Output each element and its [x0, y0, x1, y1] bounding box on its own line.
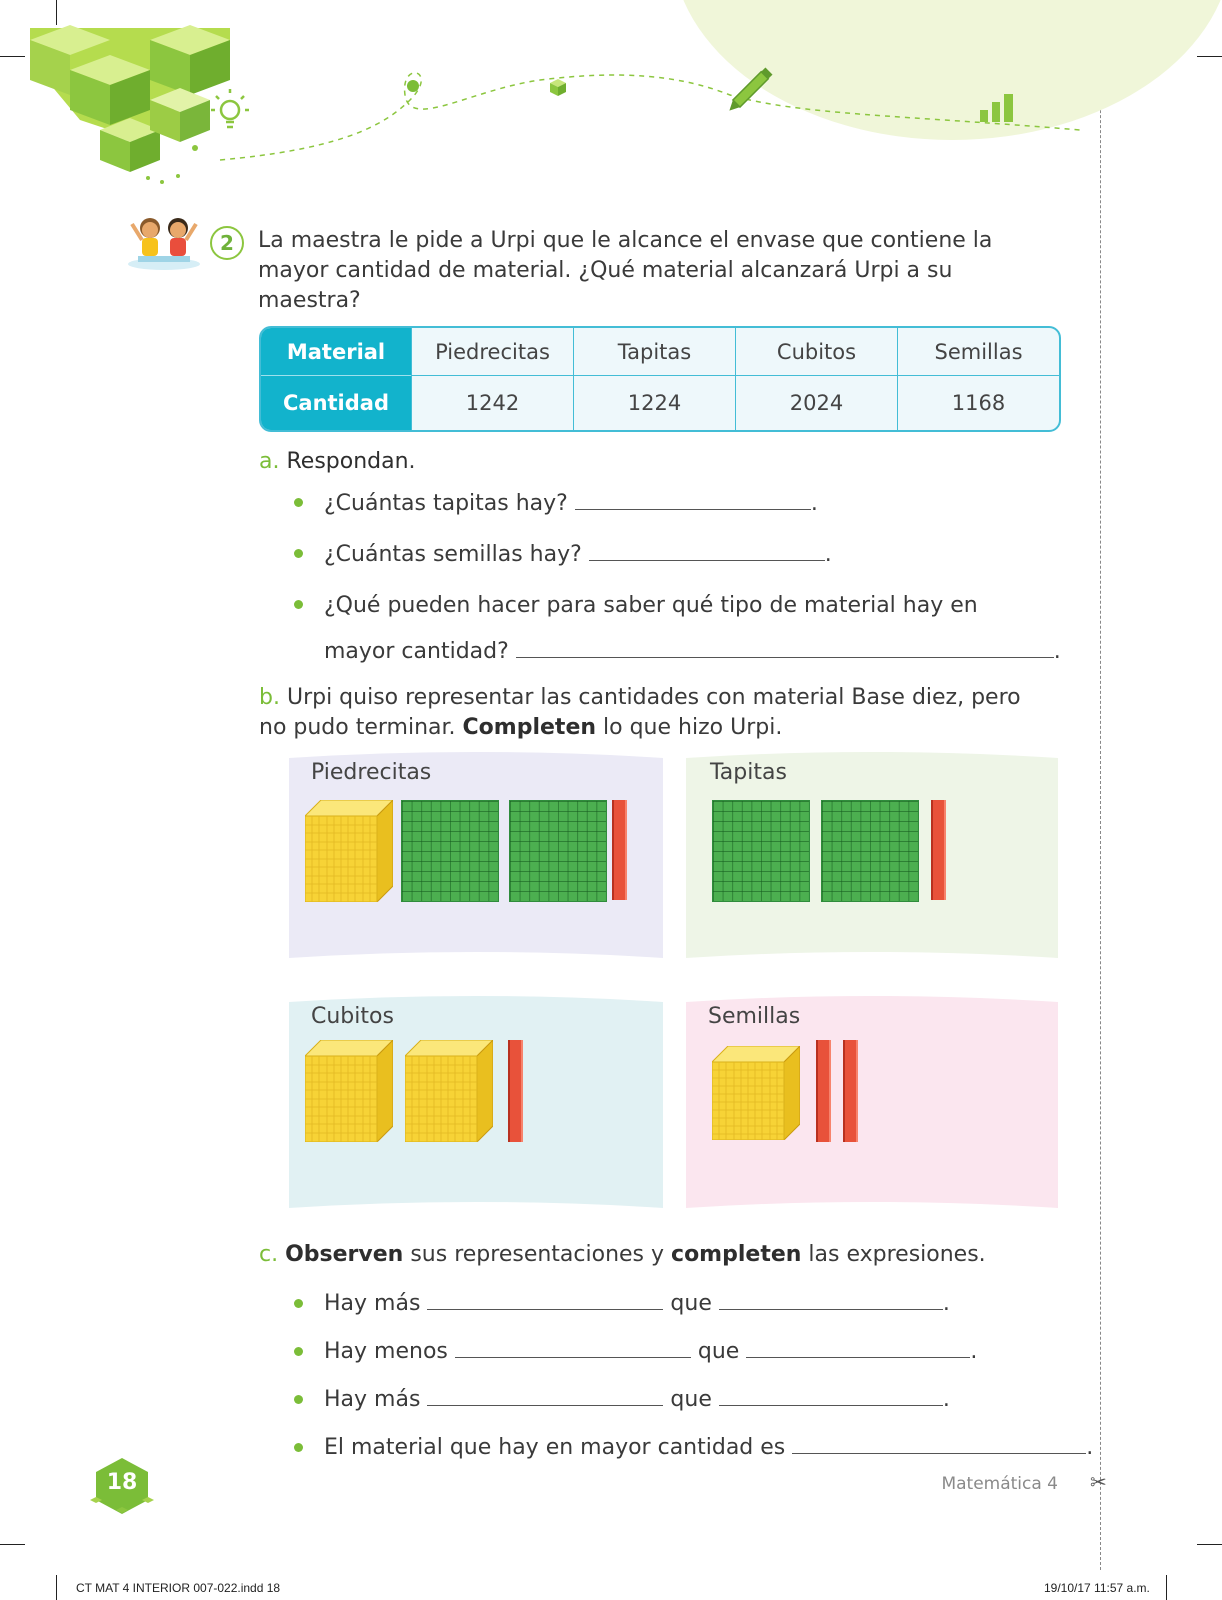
panel-piedrecitas — [289, 752, 663, 964]
panel-semillas — [686, 996, 1058, 1214]
path-dot-icon — [407, 80, 419, 92]
scissors-icon: ✂ — [1090, 1470, 1107, 1494]
print-date: 19/10/17 11:57 a.m. — [1044, 1581, 1150, 1595]
book-title: Matemática 4 — [941, 1474, 1058, 1494]
table-cell: Cubitos — [735, 328, 897, 376]
page-number: 18 — [106, 1470, 138, 1495]
part-a-heading: a. Respondan. — [259, 449, 416, 474]
expression-line: Hay más que . — [324, 1291, 950, 1316]
panel-label: Tapitas — [710, 760, 787, 785]
ten-rod-icon — [816, 1040, 831, 1142]
expression-line: Hay más que . — [324, 1387, 950, 1412]
crop-mark — [1197, 1544, 1222, 1545]
table-row-header: Cantidad — [261, 376, 411, 430]
small-cube-icon — [550, 79, 566, 96]
file-info: CT MAT 4 INTERIOR 007-022.indd 18 — [76, 1581, 281, 1595]
answer-blank[interactable] — [719, 1385, 943, 1406]
hundred-flat-icon — [509, 800, 607, 902]
answer-blank[interactable] — [427, 1385, 663, 1406]
expression-line: Hay menos que . — [324, 1339, 978, 1364]
bullet — [294, 600, 303, 609]
panel-label: Piedrecitas — [311, 760, 432, 785]
ten-rod-icon — [843, 1040, 858, 1142]
kids-illustration — [126, 210, 202, 272]
table-row-header: Material — [261, 328, 411, 376]
cubes-icon — [30, 25, 230, 184]
crop-mark — [56, 1575, 57, 1600]
question-item: ¿Qué pueden hacer para saber qué tipo de material hay en — [324, 593, 978, 618]
cut-line — [1100, 30, 1101, 1570]
lightbulb-icon — [211, 89, 249, 127]
answer-blank[interactable] — [792, 1433, 1086, 1454]
hundred-flat-icon — [712, 800, 810, 902]
header-decoration — [0, 0, 1222, 200]
thousand-cube-icon — [405, 1040, 493, 1142]
bullet — [294, 1395, 303, 1404]
panel-label: Cubitos — [311, 1004, 394, 1029]
exercise-number: 2 — [210, 226, 244, 260]
answer-blank[interactable] — [516, 637, 1054, 658]
bullet — [294, 1347, 303, 1356]
exercise-intro: La maestra le pide a Urpi que le alcance el envase que contiene la mayor cantidad de material. ¿Qué material alcanzará Urpi a su maestra? — [258, 228, 993, 313]
table-cell: 1168 — [897, 376, 1059, 430]
crop-mark — [1166, 1575, 1167, 1600]
part-c-heading: c. Observen sus representaciones y completen las expresiones. — [259, 1242, 986, 1267]
hundred-flat-icon — [401, 800, 499, 902]
ten-rod-icon — [508, 1040, 523, 1142]
bullet — [294, 498, 303, 507]
thousand-cube-icon — [305, 800, 393, 902]
materials-table — [259, 326, 1061, 432]
bullet — [294, 549, 303, 558]
hundred-flat-icon — [821, 800, 919, 902]
table-cell: Piedrecitas — [411, 328, 573, 376]
bullet — [294, 1299, 303, 1308]
ten-rod-icon — [612, 800, 627, 900]
answer-blank[interactable] — [455, 1337, 691, 1358]
table-cell: 1242 — [411, 376, 573, 430]
ten-rod-icon — [931, 800, 946, 900]
pencil-icon — [726, 67, 773, 114]
answer-blank[interactable] — [589, 540, 825, 561]
table-cell: Semillas — [897, 328, 1059, 376]
crop-mark — [0, 1544, 25, 1545]
question-item: ¿Cuántas semillas hay? . — [324, 542, 832, 567]
bullet — [294, 1443, 303, 1452]
answer-blank[interactable] — [575, 489, 811, 510]
expression-line: El material que hay en mayor cantidad es . — [324, 1435, 1094, 1460]
panel-cubitos — [289, 996, 663, 1214]
answer-blank[interactable] — [746, 1337, 970, 1358]
question-item-continued: mayor cantidad? . — [324, 639, 1061, 664]
panel-label: Semillas — [708, 1004, 801, 1029]
thousand-cube-icon — [305, 1040, 393, 1142]
table-cell: 1224 — [573, 376, 735, 430]
answer-blank[interactable] — [719, 1289, 943, 1310]
bar-chart-icon — [980, 94, 1013, 122]
thousand-cube-icon — [712, 1046, 800, 1140]
answer-blank[interactable] — [427, 1289, 663, 1310]
table-cell: 2024 — [735, 376, 897, 430]
part-b-text: b. Urpi quiso representar las cantidades con material Base diez, pero no pudo terminar. Completen lo que hizo Urpi. — [259, 685, 1021, 740]
dashed-path — [220, 73, 1080, 160]
panel-tapitas — [686, 752, 1058, 964]
question-item: ¿Cuántas tapitas hay? . — [324, 491, 818, 516]
table-cell: Tapitas — [573, 328, 735, 376]
